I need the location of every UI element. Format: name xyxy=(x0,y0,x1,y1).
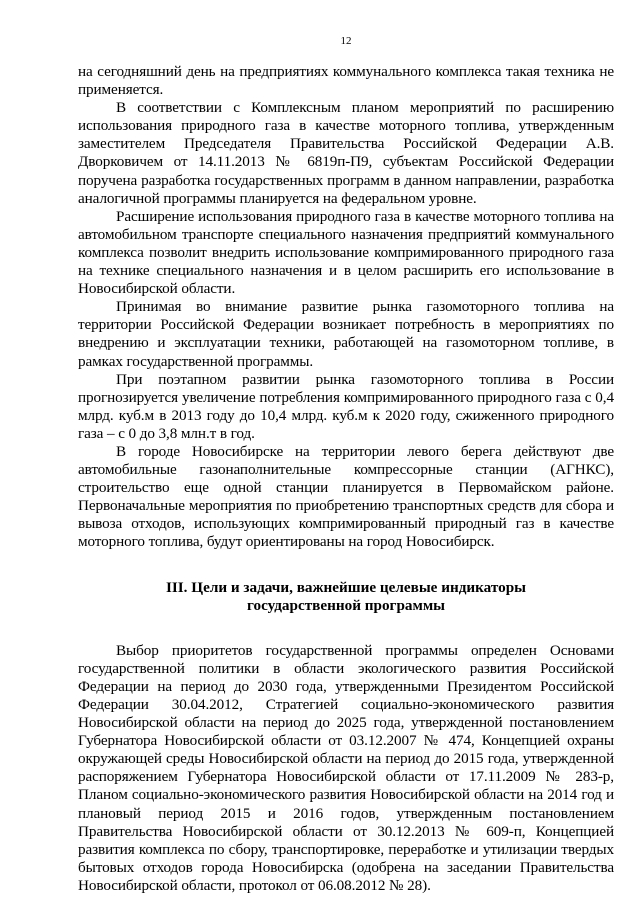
page-number: 12 xyxy=(340,35,352,47)
section-heading-line-2: государственной программы xyxy=(246,596,446,614)
section-heading xyxy=(78,579,614,615)
paragraph-continuation: на сегодняшний день на предприятиях коммунального комплекса такая техника не применяется. xyxy=(78,63,614,99)
paragraph-complex-plan: В соответствии с Комплексным планом мероприятий по расширению использования природного газа в качестве моторного топлива, утвержденным заместителем Председателя Правительства Российской Федерации А.В. Дворковичем от 14.11.2013 № 6819п-П9, субъектам Российской Федерации поручена разработка государственных программ в данном направлении, разработка аналогичной программы планируется на федеральном уровне. xyxy=(78,99,614,207)
paragraph-novosibirsk-stations: В городе Новосибирске на территории левого берега действуют две автомобильные газонаполнительные компрессорные станции (АГНКС), строительство еще одной станции планируется в Первомайском районе. Первоначальные мероприятия по приобретению транспортных средств для сбора и вывоза отходов, использующих компримированный природный газ в качестве моторного топлива, будут ориентированы на город Новосибирск. xyxy=(78,442,614,551)
paragraph-gas-expansion: Расширение использования природного газа в качестве моторного топлива на автомобильном транспорте специального назначения предприятий коммунального комплекса позволит внедрить использование компримированного природного газа на технике специального назначения и в целом расширить его использование в Новосибирской области. xyxy=(78,207,614,298)
paragraph-priorities: Выбор приоритетов государственной программы определен Основами государственной политики в области экологического развития Российской Федерации на период до 2030 года, утвержденными Президентом Российской Федерации 30.04.2012, Стратегией социально-экономического развития Новосибирской области на период до 2025 года, утвержденной постановлением Губернатора Новосибирской области от 03.12.2007 № 474, Концепцией охраны окружающей среды Новосибирской области на период до 2015 года, утвержденной распоряжением Губернатора Новосибирской области от 17.11.2009 № 283-р, Планом социально-экономического развития Новосибирской области на 2014 год и плановый период 2015 и 2016 годов, утвержденным постановлением Правительства Новосибирской области от 30.12.2013 № 609-п, Концепцией развития комплекса по сбору, транспортировке, переработке и утилизации твердых бытовых отходов города Новосибирска (одобрена на заседании Правительства Новосибирской области, протокол от 06.08.2012 № 28). xyxy=(78,641,614,894)
section-heading-line-1: III. Цели и задачи, важнейшие целевые индикаторы xyxy=(165,578,527,596)
paragraph-market-development: Принимая во внимание развитие рынка газомоторного топлива на территории Российской Федерации возникает потребность в мероприятиях по внедрению и эксплуатации техники, работающей на газомоторном топливе, в рамках государственной программы. xyxy=(78,298,614,370)
document-page xyxy=(78,34,614,895)
paragraph-consumption-forecast: При поэтапном развитии рынка газомоторного топлива в России прогнозируется увеличение потребления компримированного природного газа с 0,4 млрд. куб.м в 2013 году до 10,4 млрд. куб.м к 2020 году, сжиженного природного газа – с 0 до 3,8 млн.т в год. xyxy=(78,370,614,442)
